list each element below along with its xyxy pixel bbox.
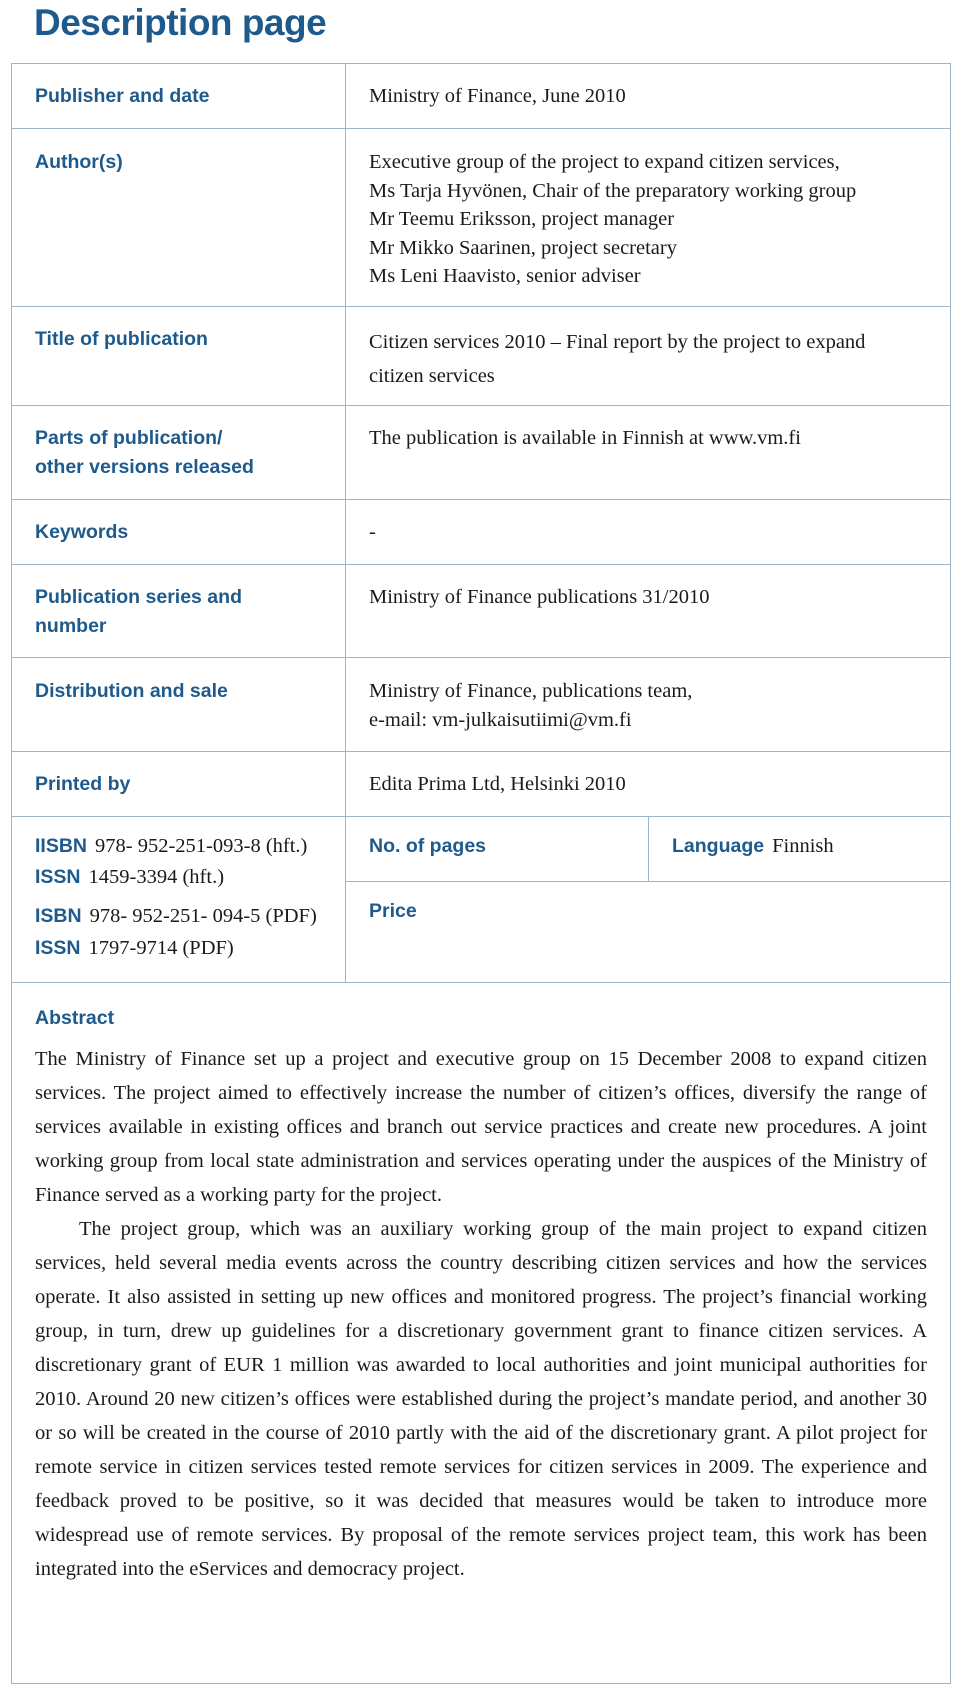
title-value — [369, 325, 865, 393]
parts-label-line: other versions released — [35, 456, 254, 478]
identifier-label: ISSN — [35, 866, 81, 888]
identifier-value: 978- 952-251- 094-5 (PDF) — [89, 905, 317, 927]
identifier-issn-print — [35, 866, 224, 889]
abstract-paragraph: The project group, which was an auxiliary working group of the main project to expand citizen services, held several media events across the country describing citizen services and how the services operate. It also assisted in setting up new offices and monitored progress. The project’s financial working group, in turn, drew up guidelines for a discretionary government grant to finance citizen services. A discretionary grant of EUR 1 million was awarded to local authorities and joint municipal authorities for 2010. Around 20 new citizen’s offices were established during the project’s mandate period, and another 30 or so will be created in the course of 2010 partly with the aid of the discretionary grant. A pilot project for remote service in citizen services tested remote services for citizen services in 2009. The experience and feedback proved to be positive, so it was decided that measures would be taken to introduce more widespread use of remote services. By proposal of the remote services project team, this work has been integrated into the eServices and democracy project. — [35, 1218, 927, 1580]
distribution-value — [369, 677, 692, 734]
row-divider — [11, 564, 951, 565]
language-value: Finnish — [772, 835, 834, 857]
author-line: Ms Tarja Hyvönen, Chair of the preparatory working group — [369, 179, 857, 202]
series-label-line: Publication series and — [35, 586, 242, 608]
parts-value: The publication is available in Finnish at www.vm.fi — [369, 427, 801, 449]
price-label: Price — [369, 900, 417, 922]
column-divider — [345, 63, 346, 982]
row-divider — [11, 405, 951, 406]
keywords-label: Keywords — [35, 521, 129, 543]
printed-value: Edita Prima Ltd, Helsinki 2010 — [369, 773, 626, 795]
title-line: citizen services — [369, 365, 495, 387]
keywords-value: - — [369, 521, 376, 543]
series-value: Ministry of Finance publications 31/2010 — [369, 586, 710, 608]
abstract-label: Abstract — [35, 1007, 115, 1029]
row-divider — [11, 751, 951, 752]
distribution-label: Distribution and sale — [35, 680, 228, 702]
abstract-paragraph: The Ministry of Finance set up a project and executive group on 15 December 2008 to expand citizen services. The project aimed to effectively increase the number of citizen’s offices, diversify the range of services available in existing offices and branch out service practices and create new procedures. A joint working group from local state administration and services operating under the auspices of the Ministry of Finance served as a working party for the project. — [35, 1048, 927, 1206]
column-divider — [648, 816, 649, 881]
author-line: Mr Teemu Eriksson, project manager — [369, 208, 675, 230]
parts-label-line: Parts of publication/ — [35, 427, 223, 449]
row-divider — [11, 657, 951, 658]
identifier-isbn-print — [35, 835, 307, 858]
row-divider — [345, 881, 951, 882]
pages-label: No. of pages — [369, 835, 487, 857]
author-line: Mr Mikko Saarinen, project secretary — [369, 236, 677, 259]
identifier-value: 1797-9714 (PDF) — [88, 937, 234, 959]
identifier-isbn-pdf — [35, 905, 317, 928]
identifier-value: 978- 952-251-093-8 (hft.) — [95, 835, 308, 857]
title-line: Citizen services 2010 – Final report by the project to expand — [369, 331, 866, 353]
row-divider — [11, 816, 951, 817]
parts-label — [35, 424, 254, 482]
identifier-label: IISBN — [35, 835, 88, 857]
identifier-value: 1459-3394 (hft.) — [88, 866, 225, 888]
row-divider — [11, 499, 951, 500]
author-line: Executive group of the project to expand citizen services, — [369, 151, 840, 173]
distribution-line: e-mail: vm-julkaisutiimi@vm.fi — [369, 708, 632, 731]
language-cell — [672, 835, 834, 858]
page-title: Description page — [34, 2, 327, 43]
pages-cell — [369, 835, 486, 858]
publisher-value: Ministry of Finance, June 2010 — [369, 85, 626, 107]
row-divider — [11, 306, 951, 307]
author-line: Ms Leni Haavisto, senior adviser — [369, 265, 641, 287]
distribution-line: Ministry of Finance, publications team, — [369, 680, 693, 702]
series-label-line: number — [35, 615, 107, 637]
language-label: Language — [672, 835, 765, 857]
abstract-body — [35, 1042, 927, 1586]
printed-label: Printed by — [35, 773, 131, 795]
price-cell — [369, 900, 417, 923]
authors-value — [369, 148, 856, 291]
series-label — [35, 583, 242, 641]
title-label: Title of publication — [35, 328, 208, 350]
identifier-issn-pdf — [35, 937, 234, 960]
identifier-label: ISBN — [35, 905, 82, 927]
authors-label: Author(s) — [35, 151, 123, 173]
row-divider — [11, 128, 951, 129]
identifier-label: ISSN — [35, 937, 81, 959]
publisher-label: Publisher and date — [35, 85, 210, 107]
row-divider — [11, 982, 951, 983]
